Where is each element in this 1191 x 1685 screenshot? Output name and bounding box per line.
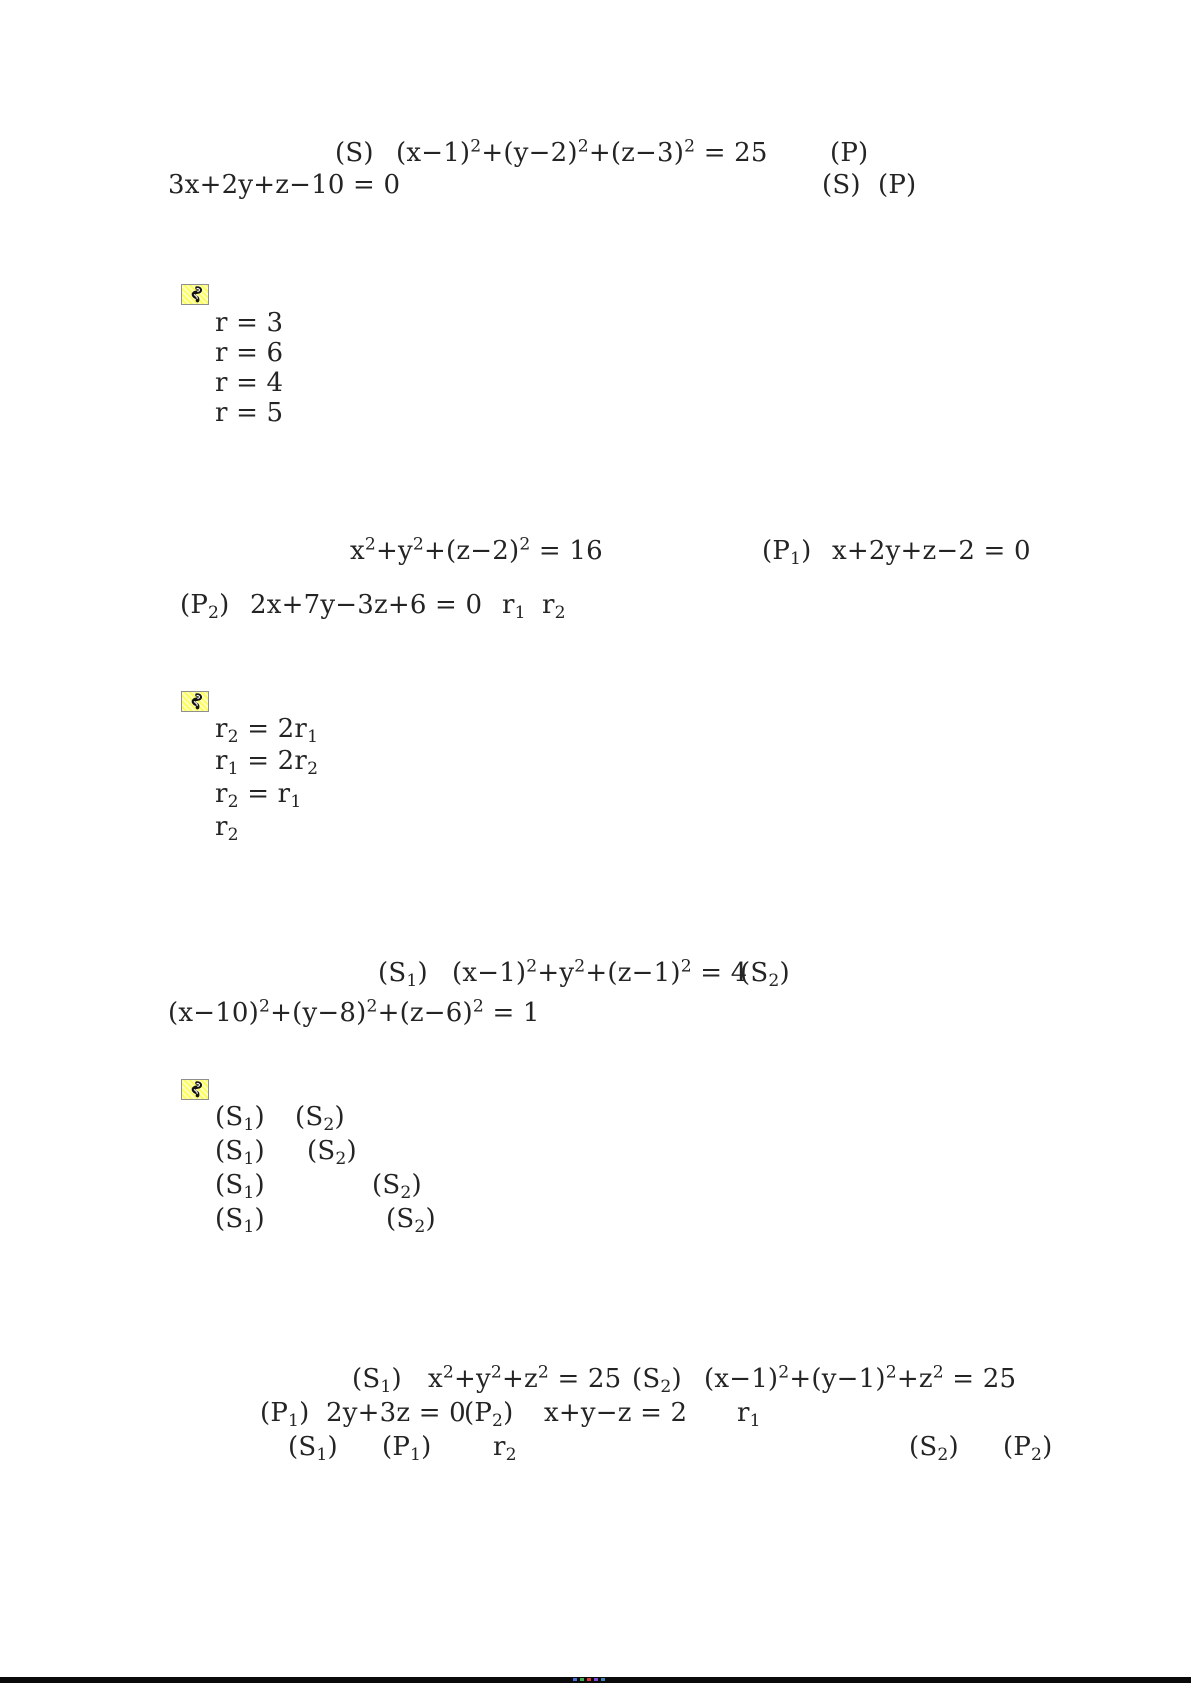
plane-label: $(P_2)$ [180,590,230,624]
option-sphere2-label: $(S_2)$ [295,1102,345,1136]
option-text: r = 3 [215,308,284,338]
option-sphere1-label: $(S_1)$ [215,1204,265,1238]
sphere-label: $(S_2)$ [632,1364,682,1398]
plane-label: $(P_1)$ [260,1398,310,1432]
plane-label: $(P_1)$ [382,1432,432,1466]
sphere-equation: $x^2+y^2+(z-2)^2 = 16$ [350,534,603,566]
plane-label: (P) [878,170,917,200]
sphere-equation: $x^2+y^2+z^2 = 25$ [428,1362,622,1394]
sphere-equation: $(x-1)^2+y^2+(z-1)^2 = 4$ [452,956,748,988]
scroll-icon-glyph [186,1081,204,1098]
option-text: $r_2 = r_1$ [215,779,302,813]
sphere-equation: $(x-1)^2+(y-1)^2+z^2 = 25$ [704,1362,1017,1394]
option-text: $r_2$ [215,812,239,846]
plane-equation: 2x+7y−3z+6 = 0 [250,590,483,620]
option-text: $r_2 = 2r_1$ [215,714,319,748]
sphere-label: $(S_1)$ [352,1364,402,1398]
radius-symbol: $r_2$ [542,590,566,624]
plane-equation: 2y+3z = 0 [326,1398,466,1428]
sphere-label: $(S_2)$ [909,1432,959,1466]
plane-label: $(P_1)$ [762,536,812,570]
option-sphere1-label: $(S_1)$ [215,1102,265,1136]
scroll-icon [181,284,209,305]
plane-equation: x+2y+z−2 = 0 [832,536,1031,566]
option-sphere1-label: $(S_1)$ [215,1170,265,1204]
sphere-label: $(S_1)$ [288,1432,338,1466]
plane-label: $(P_2)$ [464,1398,514,1432]
radius-symbol: $r_1$ [737,1398,761,1432]
option-sphere1-label: $(S_1)$ [215,1136,265,1170]
sphere-label: $(S_1)$ [378,958,428,992]
sphere-label: (S) [822,170,861,200]
option-text: r = 5 [215,398,284,428]
scroll-icon-glyph [186,286,204,303]
sphere-equation: $(x-10)^2+(y-8)^2+(z-6)^2 = 1$ [168,996,540,1028]
scroll-icon-glyph [186,693,204,710]
scroll-icon [181,691,209,712]
sphere-label: (S) [335,138,374,168]
radius-symbol: $r_2$ [493,1432,517,1466]
option-text: r = 6 [215,338,284,368]
sphere-label: $(S_2)$ [740,958,790,992]
option-text: $r_1 = 2r_2$ [215,746,319,780]
plane-equation: x+y−z = 2 [544,1398,688,1428]
radius-symbol: $r_1$ [502,590,526,624]
plane-equation: 3x+2y+z−10 = 0 [168,170,401,200]
option-sphere2-label: $(S_2)$ [386,1204,436,1238]
option-sphere2-label: $(S_2)$ [307,1136,357,1170]
plane-label: $(P_2)$ [1003,1432,1053,1466]
sphere-equation: $(x-1)^2+(y-2)^2+(z-3)^2 = 25$ [396,136,768,168]
option-text: r = 4 [215,368,284,398]
plane-label: (P) [830,138,869,168]
scroll-icon [181,1079,209,1100]
footer-speck [573,1678,611,1681]
option-sphere2-label: $(S_2)$ [372,1170,422,1204]
